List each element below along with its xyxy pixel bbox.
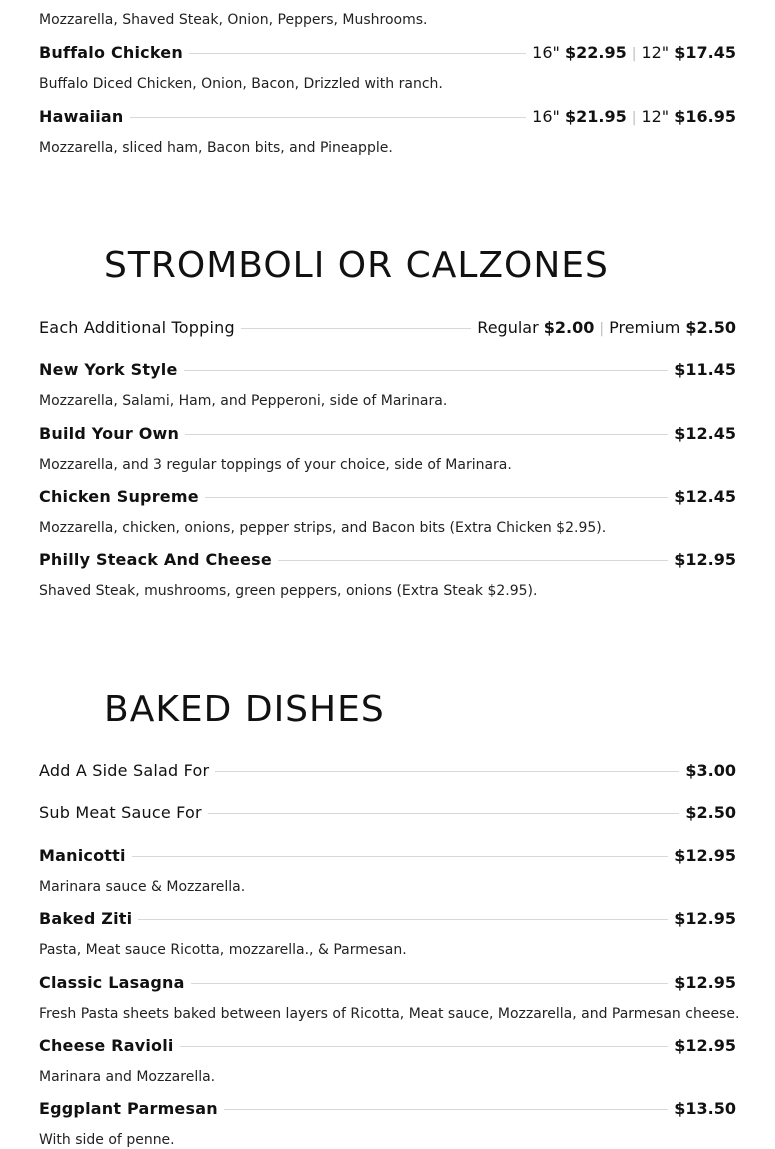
section-title-baked: BAKED DISHES (104, 689, 385, 730)
leader-line (241, 328, 471, 329)
leader-line (132, 856, 669, 857)
pizza-top-description (39, 11, 736, 29)
item-description-wrap (39, 878, 736, 896)
leader-line (215, 771, 679, 772)
item-description: Buffalo Diced Chicken, Onion, Bacon, Drizzled with ranch. (39, 76, 443, 92)
leader-line (205, 497, 668, 498)
item-description: Pasta, Meat sauce Ricotta, mozzarella., & Parmesan. (39, 942, 407, 958)
item-description: Fresh Pasta sheets baked between layers of Ricotta, Meat sauce, Mozzarella, and Parmesan cheese. (39, 1006, 740, 1022)
leader-line (130, 117, 527, 118)
item-price: $12.95 (674, 549, 736, 569)
leader-line (189, 53, 526, 54)
item-name: Add A Side Salad For (39, 760, 210, 780)
leader-line (208, 813, 680, 814)
item-description-wrap (39, 392, 736, 410)
item-price: $12.95 (674, 908, 736, 928)
leader-line (184, 370, 669, 371)
extra-meat-sauce (39, 799, 736, 825)
item-price: $12.95 (674, 972, 736, 992)
item-name: Hawaiian (39, 106, 124, 126)
item-price: $13.50 (674, 1098, 736, 1118)
item-description: Shaved Steak, mushrooms, green peppers, onions (Extra Steak $2.95). (39, 583, 538, 599)
item-price: $12.95 (674, 845, 736, 865)
leader-line (278, 560, 668, 561)
menu-item-hawaiian (39, 103, 736, 129)
menu-item-classic-lasagna (39, 969, 736, 995)
item-name: New York Style (39, 359, 178, 379)
menu-item-baked-ziti (39, 905, 736, 931)
item-description-wrap (39, 456, 736, 474)
item-price: Regular $2.00 | Premium $2.50 (477, 317, 736, 337)
menu-item-new-york-style (39, 356, 736, 382)
item-description-wrap (39, 941, 736, 959)
item-description-wrap (39, 75, 736, 93)
item-description: Marinara sauce & Mozzarella. (39, 879, 246, 895)
menu-item-buffalo-chicken (39, 39, 736, 65)
item-name: Chicken Supreme (39, 486, 199, 506)
item-price: $12.45 (674, 423, 736, 443)
item-description: Mozzarella, Shaved Steak, Onion, Peppers, Mushrooms. (39, 12, 428, 28)
additional-topping-row (39, 314, 736, 340)
item-name: Eggplant Parmesan (39, 1098, 218, 1118)
item-name: Baked Ziti (39, 908, 133, 928)
item-name: Manicotti (39, 845, 126, 865)
leader-line (224, 1109, 668, 1110)
item-name: Each Additional Topping (39, 317, 235, 337)
item-description: Mozzarella, sliced ham, Bacon bits, and Pineapple. (39, 140, 393, 156)
section-title-stromboli: STROMBOLI OR CALZONES (104, 245, 609, 286)
leader-line (191, 983, 669, 984)
item-name: Buffalo Chicken (39, 42, 183, 62)
menu-item-chicken-supreme (39, 483, 736, 509)
item-description-wrap (39, 582, 736, 600)
menu-item-eggplant-parmesan (39, 1095, 736, 1121)
item-description: Marinara and Mozzarella. (39, 1069, 216, 1085)
item-name: Classic Lasagna (39, 972, 185, 992)
item-price: $2.50 (685, 802, 736, 822)
item-name: Philly Steack And Cheese (39, 549, 272, 569)
item-description-wrap (39, 1131, 736, 1149)
menu-item-philly-steak (39, 546, 736, 572)
item-name: Sub Meat Sauce For (39, 802, 202, 822)
item-price: $12.95 (674, 1035, 736, 1055)
item-price: 16" $21.95 | 12" $16.95 (532, 106, 736, 126)
item-description: Mozzarella, Salami, Ham, and Pepperoni, side of Marinara. (39, 393, 448, 409)
item-description: Mozzarella, and 3 regular toppings of your choice, side of Marinara. (39, 457, 512, 473)
leader-line (185, 434, 668, 435)
item-name: Build Your Own (39, 423, 180, 443)
menu-item-build-your-own (39, 420, 736, 446)
item-description-wrap (39, 139, 736, 157)
item-description: With side of penne. (39, 1132, 175, 1148)
menu-item-cheese-ravioli (39, 1032, 736, 1058)
item-description-wrap (39, 1005, 740, 1023)
leader-line (180, 1046, 669, 1047)
item-description-wrap (39, 1068, 736, 1086)
item-description: Mozzarella, chicken, onions, pepper strips, and Bacon bits (Extra Chicken $2.95). (39, 520, 607, 536)
item-price: $12.45 (674, 486, 736, 506)
item-price: $11.45 (674, 359, 736, 379)
menu-item-manicotti (39, 842, 736, 868)
leader-line (138, 919, 668, 920)
item-price: 16" $22.95 | 12" $17.45 (532, 42, 736, 62)
extra-side-salad (39, 757, 736, 783)
item-price: $3.00 (685, 760, 736, 780)
item-description-wrap (39, 519, 736, 537)
item-name: Cheese Ravioli (39, 1035, 174, 1055)
